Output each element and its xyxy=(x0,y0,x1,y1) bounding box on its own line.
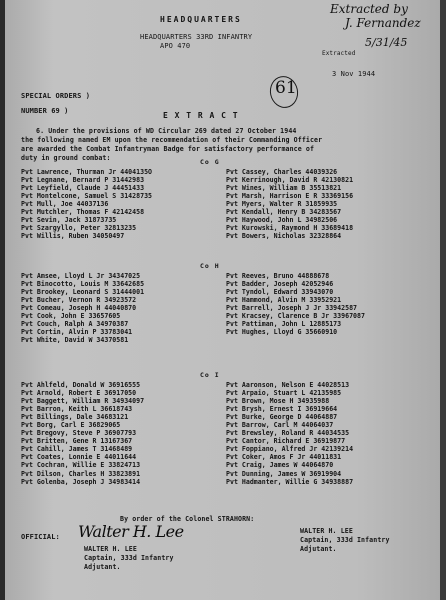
name-entry: Pvt Brown, Mose H 34935988 xyxy=(226,397,330,406)
name-entry: Pvt Montelcone, Samuel S 31428735 xyxy=(21,192,153,201)
scan-edge-left xyxy=(0,0,5,600)
paragraph-line-3: are awarded the Combat Infantryman Badge for satisfactory performance of xyxy=(21,145,315,153)
name-entry: Pvt Binocotto, Louis M 33642685 xyxy=(21,280,145,289)
handwritten-name: J. Fernandez xyxy=(345,16,421,30)
official-label: OFFICIAL: xyxy=(21,533,60,541)
name-entry: Pvt Brysh, Ernest I 36919664 xyxy=(226,405,338,414)
name-entry: Pvt Myers, Walter R 31859935 xyxy=(226,200,338,209)
name-entry: Pvt Wines, William B 35513821 xyxy=(226,184,342,193)
header-right1: Extracted xyxy=(322,50,356,57)
name-entry: Pvt Kurowski, Raymond H 33689418 xyxy=(226,224,354,233)
name-entry: Pvt Kracsey, Clarence B Jr 33967087 xyxy=(226,312,365,321)
name-list-co-g-right xyxy=(226,168,353,240)
name-entry: Pvt Arnold, Robert E 36917050 xyxy=(21,389,137,398)
section-heading-co-g: Co G xyxy=(200,158,220,166)
extract-heading: E X T R A C T xyxy=(163,111,239,120)
name-entry: Pvt Marsh, Harrison E R 33369156 xyxy=(226,192,354,201)
name-entry: Pvt Barron, Keith L 36618743 xyxy=(21,405,133,414)
name-entry: Pvt Cochran, Willie E 33824713 xyxy=(21,461,141,470)
name-list-co-i-right xyxy=(226,381,353,486)
handwritten-61: 61 xyxy=(275,78,297,98)
name-entry: Pvt Burke, George D 44064887 xyxy=(226,413,338,422)
name-entry: Pvt Ahlfeld, Donald W 36916555 xyxy=(21,381,141,389)
name-entry: Pvt Hughes, Lloyd G 35660910 xyxy=(226,328,338,337)
scan-edge-right xyxy=(440,0,446,600)
name-entry: Pvt Hadmanter, Willie G 34938887 xyxy=(226,477,354,486)
name-entry: Pvt Cahill, James T 31468489 xyxy=(21,445,133,454)
right-signatory-name: WALTER H. LEE xyxy=(300,527,353,535)
special-orders-label: SPECIAL ORDERS ) xyxy=(21,92,91,100)
name-entry: Pvt Comeau, Joseph H 44040870 xyxy=(21,304,137,313)
name-entry: Pvt Dilson, Charles H 33823891 xyxy=(21,469,141,478)
handwritten-signature: Walter H. Lee xyxy=(78,522,184,541)
name-entry: Pvt Sevin, Jack 31873735 xyxy=(21,216,117,225)
name-entry: Pvt Arpaio, Stuart L 42135985 xyxy=(226,389,342,398)
name-entry: Pvt Bowers, Nicholas 32328864 xyxy=(226,232,342,241)
name-entry: Pvt Cortin, Alvin P 33783041 xyxy=(21,328,133,337)
name-entry: Pvt Foppiano, Alfred Jr 42139214 xyxy=(226,445,354,454)
name-entry: Pvt Cook, John E 33657605 xyxy=(21,312,121,321)
name-entry: Pvt Dunning, James W 36919904 xyxy=(226,469,342,478)
name-entry: Pvt Barrell, Joseph J Jr 33942587 xyxy=(226,304,358,313)
number-label: NUMBER 69 ) xyxy=(21,107,69,115)
name-entry: Pvt Bregovy, Steve P 36907793 xyxy=(21,429,137,438)
name-entry: Pvt Cassey, Charles 44039326 xyxy=(226,168,338,176)
name-entry: Pvt Amsee, Lloyd L Jr 34347025 xyxy=(21,272,141,280)
name-entry: Pvt Barrow, Carl M 44064037 xyxy=(226,421,334,430)
left-signatory-rank: Captain, 333d Infantry xyxy=(84,554,174,562)
name-entry: Pvt Brewsley, Roland R 44034535 xyxy=(226,429,350,438)
name-entry: Pvt Szargyllo, Peter 32813235 xyxy=(21,224,137,233)
name-entry: Pvt Pattiman, John L 12885173 xyxy=(226,320,342,329)
left-signatory-name: WALTER H. LEE xyxy=(84,545,137,553)
header-line2: HEADQUARTERS 33RD INFANTRY xyxy=(140,33,253,41)
header-date: 3 Nov 1944 xyxy=(332,70,376,78)
name-entry: Pvt Golenba, Joseph J 34983414 xyxy=(21,477,141,486)
name-entry: Pvt Cantor, Richard E 36919877 xyxy=(226,437,346,446)
name-entry: Pvt Coker, Amos F Jr 44011831 xyxy=(226,453,342,462)
name-list-co-h-left xyxy=(21,272,144,344)
section-heading-co-h: Co H xyxy=(200,262,220,270)
by-order-line: By order of the Colonel STRAHORN: xyxy=(120,515,255,523)
name-entry: Pvt Kerrinough, David R 42130821 xyxy=(226,176,354,185)
name-entry: Pvt Coates, Lonnie E 44011644 xyxy=(21,453,137,462)
section-heading-co-i: Co I xyxy=(200,371,220,379)
paragraph-line-1: 6. Under the provisions of WD Circular 269 dated 27 October 1944 xyxy=(36,127,297,135)
header-line3: APO 470 xyxy=(160,42,191,50)
paragraph-line-4: duty in ground combat: xyxy=(21,154,111,162)
name-entry: Pvt Kendall, Henry B 34283567 xyxy=(226,208,342,217)
left-signatory-title: Adjutant. xyxy=(84,563,121,571)
name-entry: Pvt Craig, James W 44064870 xyxy=(226,461,334,470)
name-list-co-g-left xyxy=(21,168,152,240)
name-entry: Pvt Haywood, John L 34982506 xyxy=(226,216,338,225)
name-list-co-i-left xyxy=(21,381,144,486)
name-entry: Pvt White, David W 34370581 xyxy=(21,336,129,345)
name-entry: Pvt Tyndol, Edward 33943070 xyxy=(226,288,334,297)
name-entry: Pvt Lawrence, Thurman Jr 4404135O xyxy=(21,168,153,176)
right-signatory-title: Adjutant. xyxy=(300,545,337,553)
right-signatory-rank: Captain, 333d Infantry xyxy=(300,536,390,544)
name-list-co-h-right xyxy=(226,272,365,336)
name-entry: Pvt Mull, Joe 44037136 xyxy=(21,200,109,209)
name-entry: Pvt Bucher, Vernon R 34923572 xyxy=(21,296,137,305)
name-entry: Pvt Reeves, Bruno 44888678 xyxy=(226,272,330,280)
name-entry: Pvt Mutchler, Thomas F 42142458 xyxy=(21,208,145,217)
name-entry: Pvt Baggett, William R 34934097 xyxy=(21,397,145,406)
name-entry: Pvt Legnane, Bernard P 31442983 xyxy=(21,176,145,185)
handwritten-date: 5/31/45 xyxy=(365,36,408,49)
name-entry: Pvt Hammond, Alvin M 33952921 xyxy=(226,296,342,305)
name-entry: Pvt Badder, Joseph 42052946 xyxy=(226,280,334,289)
name-entry: Pvt Willis, Ruben 34050497 xyxy=(21,232,125,241)
name-entry: Pvt Borg, Carl E 36829065 xyxy=(21,421,121,430)
handwritten-extracted-by: Extracted by xyxy=(330,2,408,16)
name-entry: Pvt Billings, Dale 34683121 xyxy=(21,413,129,422)
name-entry: Pvt Brookey, Leonard S 31444001 xyxy=(21,288,145,297)
header-line1: HEADQUARTERS xyxy=(160,15,242,24)
name-entry: Pvt Couch, Ralph A 34970387 xyxy=(21,320,129,329)
name-entry: Pvt Leyfield, Claude J 44451433 xyxy=(21,184,145,193)
paragraph-line-2: the following named EM upon the recommendation of their Commanding Officer xyxy=(21,136,323,144)
name-entry: Pvt Aaronson, Nelson E 44028513 xyxy=(226,381,350,389)
name-entry: Pvt Britten, Gene R 13167367 xyxy=(21,437,133,446)
